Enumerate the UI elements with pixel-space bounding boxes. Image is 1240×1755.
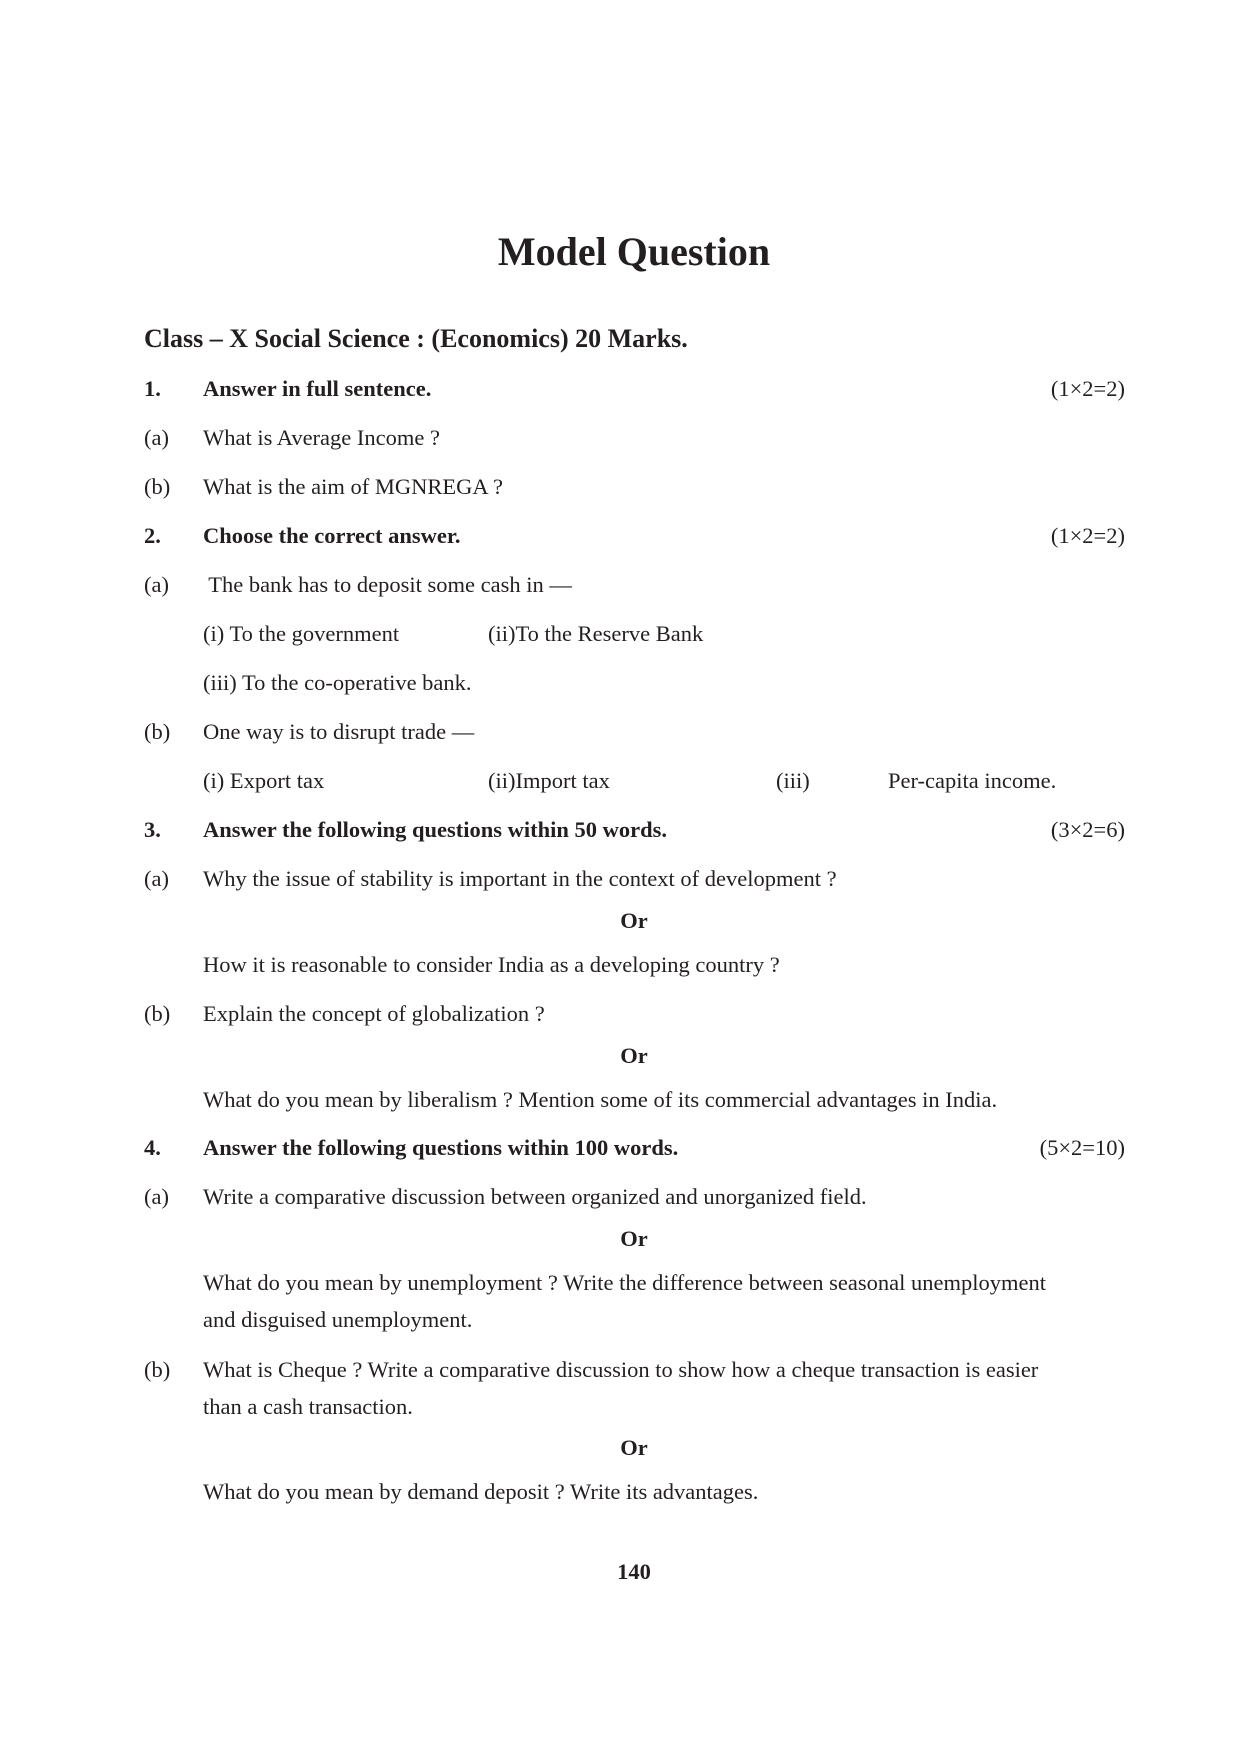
option-3-label: (iii)	[776, 768, 810, 793]
question-2b	[0, 717, 1240, 747]
question-3b-alternative	[0, 1085, 1240, 1115]
sub-question-label: (a)	[144, 1184, 169, 1209]
question-marks: (1×2=2)	[1050, 376, 1125, 401]
question-1b	[0, 472, 1240, 502]
sub-question-text: What is Cheque ? Write a comparative discussion to show how a cheque transaction is easier	[203, 1357, 1039, 1382]
option-3: (iii) To the co-operative bank.	[203, 670, 472, 695]
question-number: 4.	[144, 1135, 161, 1160]
page-number: 140	[617, 1559, 651, 1584]
question-1a	[0, 423, 1240, 453]
question-2a	[0, 570, 1240, 600]
sub-question-label: (a)	[144, 866, 169, 891]
question-4b-line2	[0, 1392, 1240, 1422]
sub-question-text: What is Average Income ?	[203, 425, 440, 450]
question-3a	[0, 864, 1240, 894]
question-3-heading	[0, 815, 1240, 845]
question-1-heading	[0, 374, 1240, 404]
or-separator: Or	[620, 1226, 648, 1251]
question-2b-options	[0, 766, 1240, 796]
question-4b-alternative	[0, 1477, 1240, 1507]
question-4a-alternative-line2	[0, 1305, 1240, 1335]
or-separator: Or	[620, 908, 648, 933]
question-2a-options-row2	[0, 668, 1240, 698]
paper-subtitle: Class – X Social Science : (Economics) 20 Marks.	[144, 324, 688, 353]
sub-question-text: Write a comparative discussion between organized and unorganized field.	[203, 1184, 867, 1209]
sub-question-label: (b)	[144, 474, 171, 499]
question-2-heading	[0, 521, 1240, 551]
or-separator: Or	[620, 1043, 648, 1068]
alternative-question-text: What do you mean by demand deposit ? Write its advantages.	[203, 1479, 759, 1504]
sub-question-label: (b)	[144, 1001, 171, 1026]
alternative-question-text: and disguised unemployment.	[203, 1307, 473, 1332]
sub-question-text: The bank has to deposit some cash in —	[203, 572, 572, 597]
alternative-question-text: What do you mean by liberalism ? Mention some of its commercial advantages in India.	[203, 1087, 998, 1112]
question-number: 2.	[144, 523, 161, 548]
sub-question-label: (a)	[144, 572, 169, 597]
alternative-question-text: How it is reasonable to consider India as a developing country ?	[203, 952, 780, 977]
sub-question-text: One way is to disrupt trade —	[203, 719, 475, 744]
question-marks: (5×2=10)	[1039, 1135, 1125, 1160]
page-title: Model Question	[497, 229, 771, 274]
sub-question-text: Why the issue of stability is important in the context of development ?	[203, 866, 837, 891]
sub-question-text: Explain the concept of globalization ?	[203, 1001, 545, 1026]
sub-question-label: (b)	[144, 719, 171, 744]
sub-question-text: than a cash transaction.	[203, 1394, 413, 1419]
question-4-heading	[0, 1133, 1240, 1163]
sub-question-text: What is the aim of MGNREGA ?	[203, 474, 503, 499]
option-1: (i) To the government	[203, 621, 400, 646]
option-3-text: Per-capita income.	[888, 768, 1057, 793]
question-4a-alternative-line1	[0, 1268, 1240, 1298]
question-3a-alternative	[0, 950, 1240, 980]
question-instruction: Answer in full sentence.	[203, 376, 432, 401]
option-1: (i) Export tax	[203, 768, 325, 793]
option-2: (ii)Import tax	[488, 768, 610, 793]
question-marks: (3×2=6)	[1050, 817, 1125, 842]
or-separator: Or	[620, 1435, 648, 1460]
sub-question-label: (b)	[144, 1357, 171, 1382]
question-instruction: Answer the following questions within 50 words.	[203, 817, 668, 842]
question-4a	[0, 1182, 1240, 1212]
question-2a-options-row1	[0, 619, 1240, 649]
question-3b	[0, 999, 1240, 1029]
question-instruction: Choose the correct answer.	[203, 523, 461, 548]
alternative-question-text: What do you mean by unemployment ? Write the difference between seasonal unemployment	[203, 1270, 1046, 1295]
question-number: 1.	[144, 376, 161, 401]
question-number: 3.	[144, 817, 161, 842]
option-2: (ii)To the Reserve Bank	[488, 621, 704, 646]
question-4b	[0, 1355, 1240, 1385]
sub-question-label: (a)	[144, 425, 169, 450]
question-instruction: Answer the following questions within 100 words.	[203, 1135, 679, 1160]
question-marks: (1×2=2)	[1050, 523, 1125, 548]
